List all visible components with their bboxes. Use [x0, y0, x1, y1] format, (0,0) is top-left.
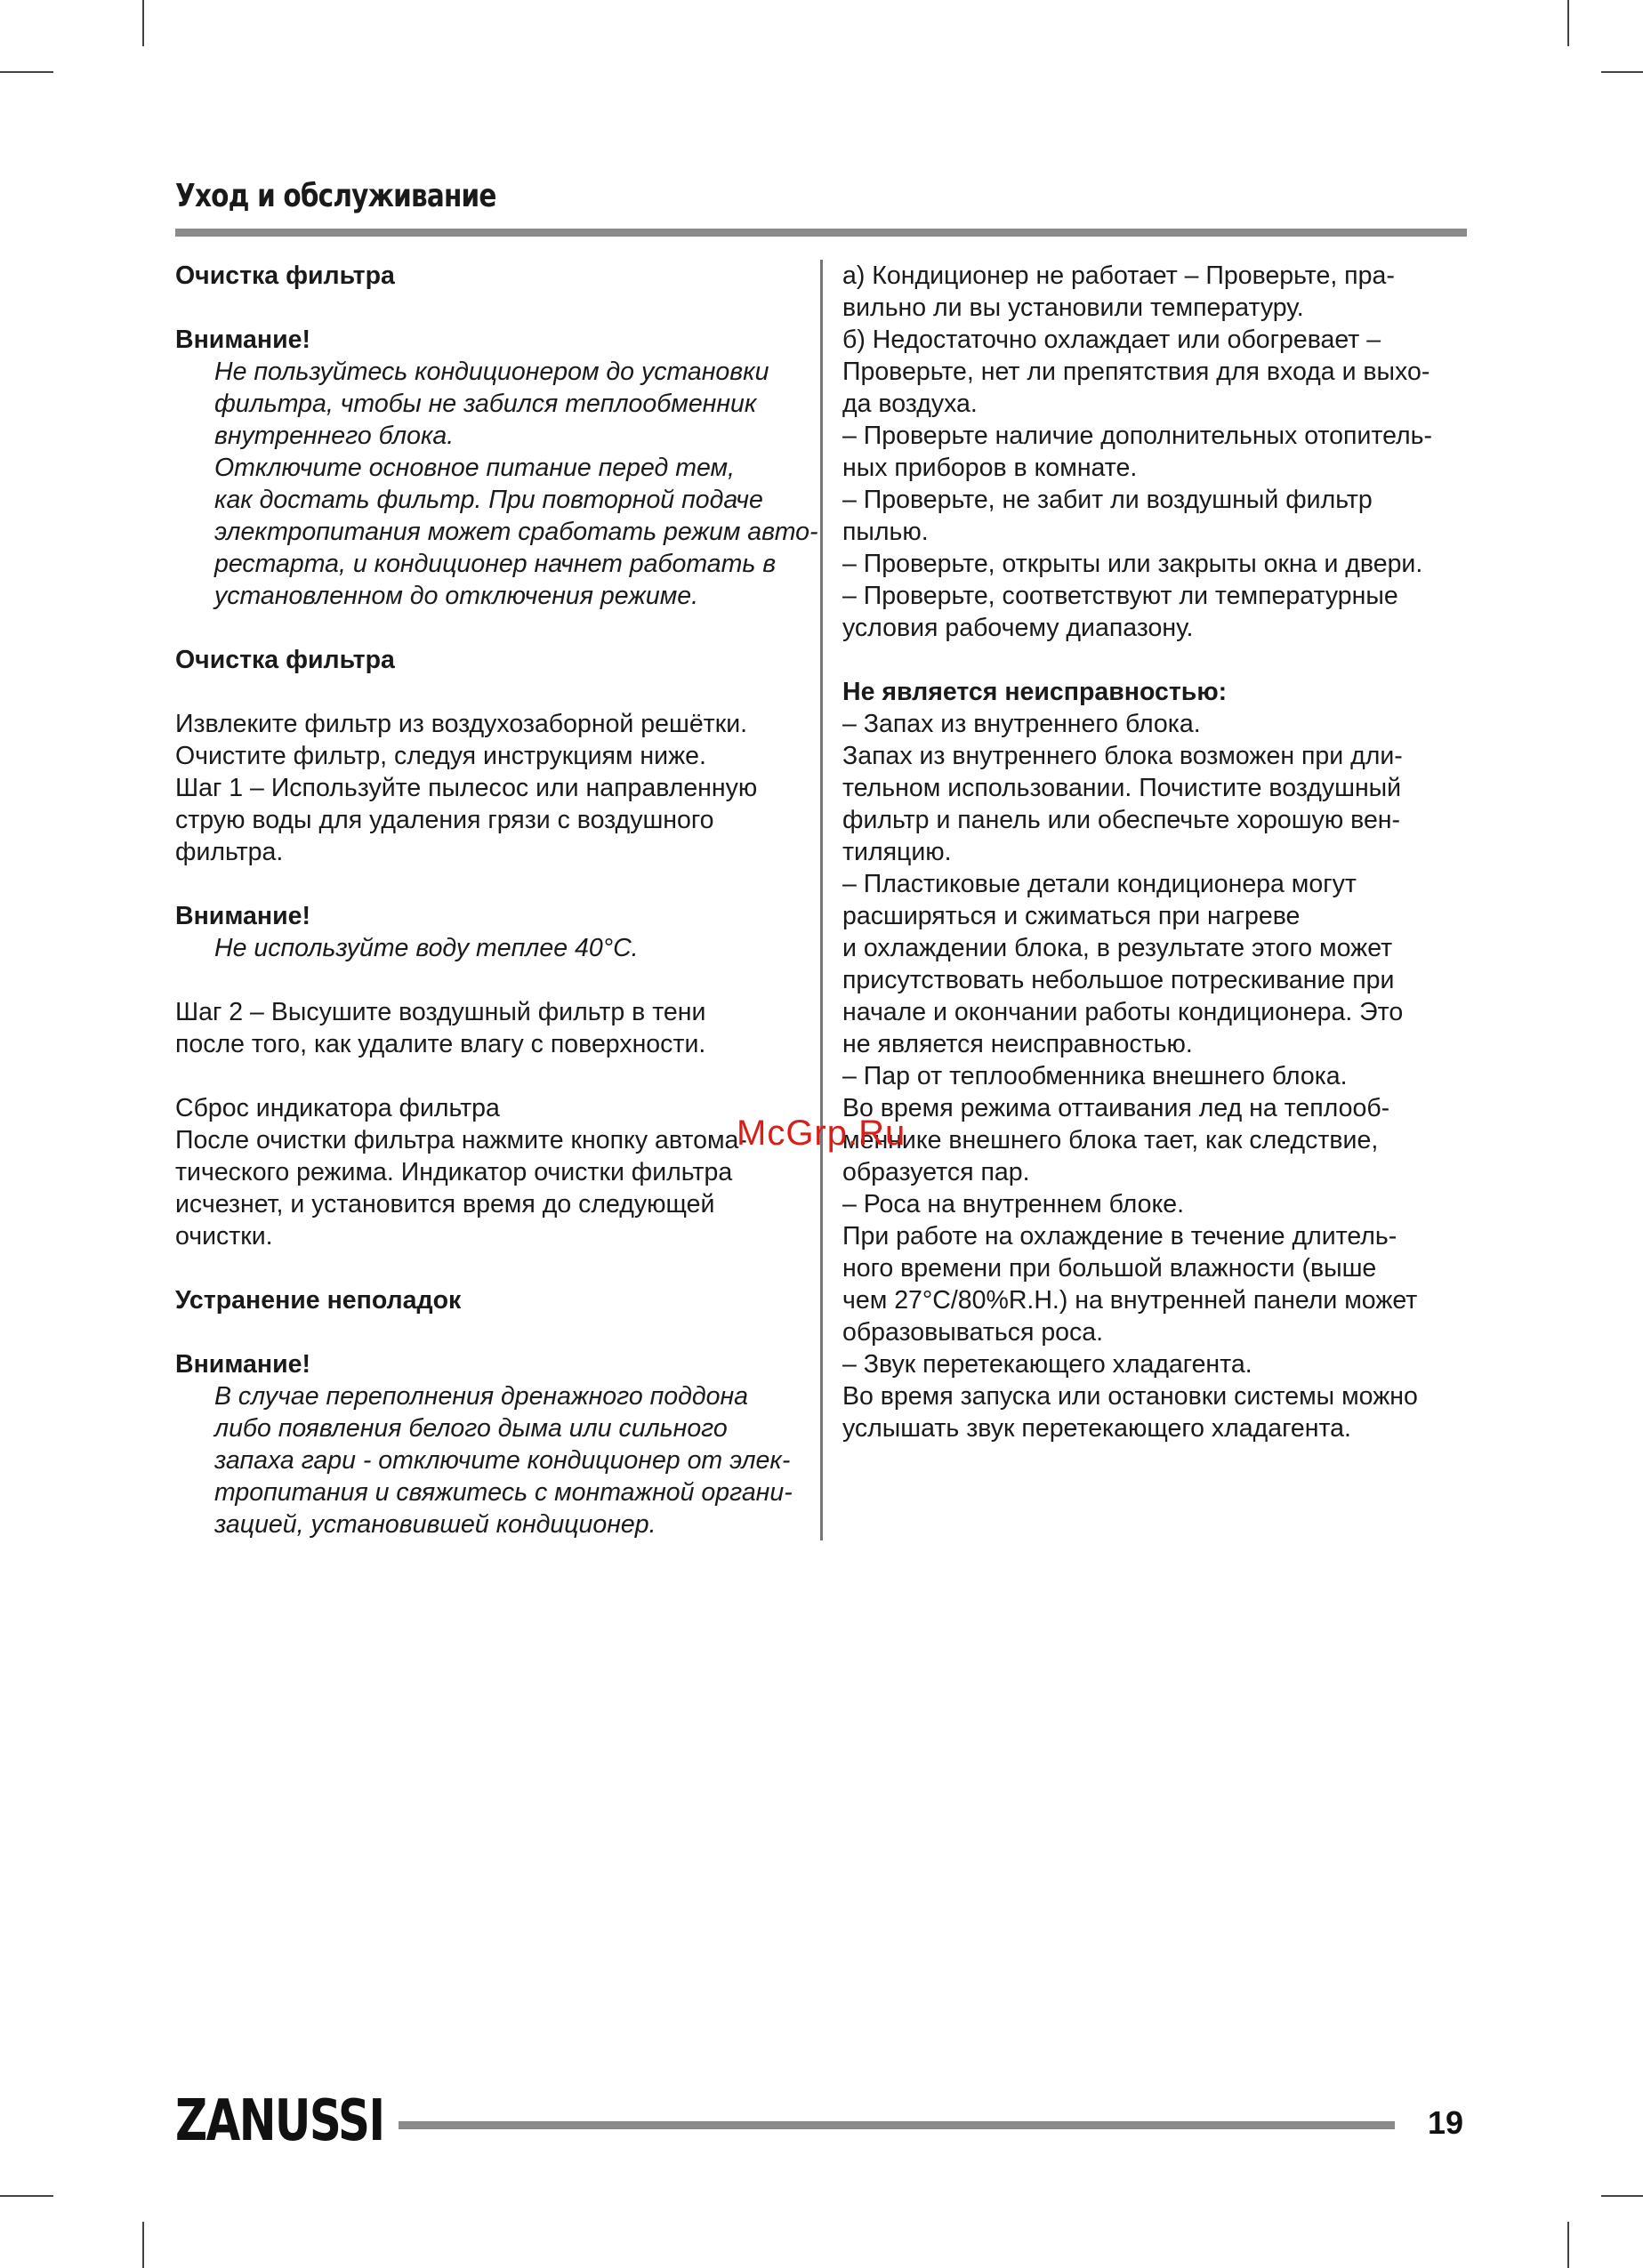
text-line: – Пар от теплообменника внешнего блока. — [842, 1062, 1348, 1090]
text-line: – Проверьте, соответствуют ли температурные — [842, 582, 1398, 610]
spacer — [175, 676, 798, 708]
text-line: Не пользуйтесь кондиционером до установки — [214, 358, 769, 386]
text-line: меннике внешнего блока тает, как следствие, — [842, 1126, 1379, 1154]
text-line: услышать звук перетекающего хладагента. — [842, 1414, 1351, 1443]
right-column — [842, 260, 1465, 1444]
text-line: и охлаждении блока, в результате этого может — [842, 934, 1393, 962]
text-line: – Звук перетекающего хладагента. — [842, 1350, 1252, 1379]
text-line: ных приборов в комнате. — [842, 454, 1138, 482]
text-line: чем 27°C/80%R.H.) на внутренней панели может — [842, 1286, 1418, 1315]
text-line: фильтра. — [175, 838, 284, 866]
text-line: – Проверьте наличие дополнительных отопитель- — [842, 422, 1432, 450]
text-line: фильтр и панель или обеспечьте хорошую вен- — [842, 806, 1401, 834]
text-line: расширяться и сжиматься при нагреве — [842, 902, 1301, 930]
text-line: установленном до отключения режиме. — [214, 582, 699, 610]
watermark: McGrp.Ru — [737, 1114, 906, 1153]
text-line: зацией, установившей кондиционер. — [214, 1510, 656, 1539]
brand-logo: ZANUSSI — [175, 2088, 384, 2154]
text-line: пылью. — [842, 518, 929, 546]
text-line: После очистки фильтра нажмите кнопку автома- — [175, 1126, 747, 1154]
header-rule — [175, 229, 1467, 237]
text-line: – Проверьте, открыты или закрыты окна и двери. — [842, 550, 1423, 578]
crop-mark — [142, 0, 144, 46]
text-line: Не используйте воду теплее 40°C. — [214, 934, 639, 962]
text-line: – Запах из внутреннего блока. — [842, 710, 1201, 738]
text-line: очистки. — [175, 1222, 273, 1251]
section-heading: Не является неисправностью: — [842, 678, 1228, 706]
crop-mark — [142, 2222, 144, 2268]
text-line: Во время запуска или остановки системы можно — [842, 1382, 1418, 1411]
section-heading: Внимание! — [175, 902, 310, 930]
text-line: не является неисправностью. — [842, 1030, 1193, 1058]
page-title: Уход и обслуживание — [175, 178, 496, 214]
spacer — [175, 1060, 798, 1092]
text-line: б) Недостаточно охлаждает или обогревает – — [842, 326, 1381, 354]
section-heading: Внимание! — [175, 1350, 310, 1379]
text-line: после того, как удалите влагу с поверхности. — [175, 1030, 706, 1058]
text-line: да воздуха. — [842, 390, 978, 418]
crop-mark — [1567, 0, 1569, 46]
text-line: струю воды для удаления грязи с воздушного — [175, 806, 714, 834]
text-line: как достать фильтр. При повторной подаче — [214, 486, 763, 514]
crop-mark — [1601, 2195, 1643, 2197]
spacer — [175, 292, 798, 324]
text-line: тического режима. Индикатор очистки фильтра — [175, 1158, 733, 1186]
crop-mark — [0, 2195, 53, 2197]
crop-mark — [0, 71, 53, 73]
left-column — [175, 260, 818, 1540]
text-line: внутреннего блока. — [214, 422, 455, 450]
spacer — [175, 1316, 798, 1348]
text-line: ного времени при большой влажности (выше — [842, 1254, 1377, 1283]
text-line: исчезнет, и установится время до следующей — [175, 1190, 715, 1218]
text-line: Проверьте, нет ли препятствия для входа и выхо- — [842, 358, 1430, 386]
spacer — [842, 644, 1465, 676]
text-line: вильно ли вы установили температуру. — [842, 294, 1304, 322]
text-line: начале и окончании работы кондиционера. Это — [842, 998, 1404, 1026]
footer-rule — [399, 2121, 1395, 2129]
text-line: либо появления белого дыма или сильного — [214, 1414, 728, 1443]
text-line: образуется пар. — [842, 1158, 1030, 1186]
text-line: Запах из внутреннего блока возможен при дли- — [842, 742, 1403, 770]
text-line: условия рабочему диапазону. — [842, 614, 1194, 642]
text-line: Во время режима оттаивания лед на теплооб- — [842, 1094, 1390, 1122]
text-line: присутствовать небольшое потрескивание при — [842, 966, 1395, 994]
column-divider — [820, 260, 823, 1540]
section-heading: Внимание! — [175, 326, 310, 354]
crop-mark — [1601, 71, 1643, 73]
text-line: запаха гари - отключите кондиционер от элек- — [214, 1446, 791, 1475]
spacer — [175, 612, 798, 644]
section-heading: Очистка фильтра — [175, 261, 395, 290]
text-line: В случае переполнения дренажного поддона — [214, 1382, 749, 1411]
text-line: Извлеките фильтр из воздухозаборной решётки. — [175, 710, 748, 738]
text-line: Очистите фильтр, следуя инструкциям ниже. — [175, 742, 706, 770]
text-line: При работе на охлаждение в течение длитель- — [842, 1222, 1397, 1251]
text-line: а) Кондиционер не работает – Проверьте, пра- — [842, 261, 1395, 290]
text-line: Отключите основное питание перед тем, — [214, 454, 735, 482]
text-line: Сброс индикатора фильтра — [175, 1094, 500, 1122]
text-line: образовываться роса. — [842, 1318, 1104, 1347]
page-number: 19 — [1428, 2104, 1464, 2141]
text-line: – Проверьте, не забит ли воздушный фильтр — [842, 486, 1373, 514]
text-line: тельном использовании. Почистите воздушный — [842, 774, 1402, 802]
spacer — [175, 964, 798, 996]
text-line: – Роса на внутреннем блоке. — [842, 1190, 1185, 1218]
text-line: рестарта, и кондиционер начнет работать в — [214, 550, 777, 578]
section-heading: Устранение неполадок — [175, 1286, 462, 1315]
text-line: тропитания и свяжитесь с монтажной органи- — [214, 1478, 793, 1507]
spacer — [175, 1252, 798, 1284]
text-line: фильтра, чтобы не забился теплообменник — [214, 390, 757, 418]
text-line: Шаг 1 – Используйте пылесос или направленную — [175, 774, 758, 802]
spacer — [175, 868, 798, 900]
crop-mark — [1567, 2222, 1569, 2268]
text-line: – Пластиковые детали кондиционера могут — [842, 870, 1357, 898]
text-line: Шаг 2 – Высушите воздушный фильтр в тени — [175, 998, 706, 1026]
text-line: тиляцию. — [842, 838, 952, 866]
section-heading: Очистка фильтра — [175, 646, 395, 674]
text-line: электропитания может сработать режим авто- — [214, 518, 818, 546]
